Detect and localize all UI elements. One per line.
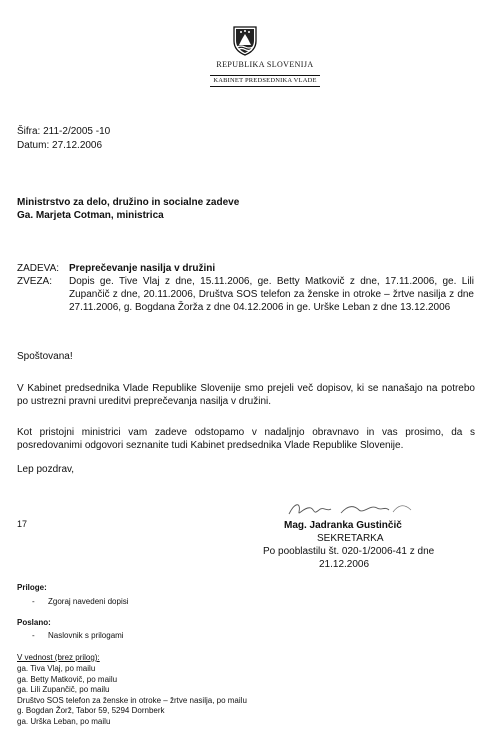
list-item: Društvo SOS telefon za ženske in otroke – žrtve nasilja, po mailu <box>17 695 247 705</box>
handwritten-signature-icon <box>285 498 445 520</box>
reference-label: ZVEZA: <box>17 276 53 287</box>
list-dash: - <box>32 597 35 606</box>
list-item: g. Bogdan Žorž, Tabor 59, 5294 Dornberk <box>17 706 165 715</box>
document-number: 17 <box>17 519 28 529</box>
coat-of-arms-icon <box>232 26 258 56</box>
reference-text: Dopis ge. Tive Vlaj z dne, 15.11.2006, ge. Betty Matkovič z dne, 17.11.2006, ge. Lili Zupančič z dne, 20.11.2006, Društva SOS telefon za ženske in otroke – žrtve nasilja z dne 27.11.2006, g. Bogdana Žorža z dne 04.12.2006 in ge. Urške Leban z dne 13.12.2006 <box>69 276 474 313</box>
body-paragraph-2: Kot pristojni ministrici vam zadeve odstopamo v nadaljnjo obravnavo in vas prosimo, da s posredovanimi odgovori seznanite tudi Kabinet predsednika Vlade Republike Slovenije. <box>17 427 475 451</box>
list-item: ga. Betty Matkovič, po mailu <box>17 674 118 684</box>
reference-number: Šifra: 211-2/2005 -10 <box>17 126 111 137</box>
attachments-label: Priloge: <box>17 583 47 592</box>
document-date: Datum: 27.12.2006 <box>17 140 103 151</box>
attachments-item-text: Zgoraj navedeni dopisi <box>48 597 129 606</box>
authorization-text: Po pooblastilu št. 020-1/2006-41 z dne <box>263 546 435 557</box>
sent-to-item <box>32 631 124 641</box>
list-item: ga. Tiva Vlaj, po mailu <box>17 664 96 673</box>
subject-label: ZADEVA: <box>17 263 60 274</box>
list-item: ga. Lili Zupančič, po mailu <box>17 685 110 694</box>
sent-to-item-text: Naslovnik s prilogami <box>48 631 124 640</box>
letterhead-subtitle: KABINET PREDSEDNIKA VLADE <box>213 77 317 84</box>
cc-list <box>17 664 247 727</box>
letterhead-divider <box>210 86 320 87</box>
subject-text: Preprečevanje nasilja v družini <box>69 263 216 274</box>
recipient-organization: Ministrstvo za delo, družino in socialne zadeve <box>17 197 240 208</box>
sent-to-label: Poslano: <box>17 618 51 627</box>
letterhead-title: REPUBLIKA SLOVENIJA <box>216 60 314 69</box>
cc-label: V vednost (brez prilog): <box>17 653 100 662</box>
attachments-item <box>32 597 129 607</box>
body-paragraph-1: V Kabinet predsednika Vlade Republike Slovenije smo prejeli več dopisov, ki se nanašajo na potrebo po ustrezni pravni ureditvi preprečevanja nasilja v družini. <box>17 383 475 407</box>
signatory-name: Mag. Jadranka Gustinčič <box>284 520 402 531</box>
greeting: Spoštovana! <box>17 351 73 362</box>
list-dash: - <box>32 631 35 640</box>
recipient-person: Ga. Marjeta Cotman, ministrica <box>17 210 164 221</box>
closing: Lep pozdrav, <box>17 464 75 475</box>
authorization-date: 21.12.2006 <box>319 559 370 570</box>
list-item: ga. Urška Leban, po mailu <box>17 716 111 726</box>
signatory-title: SEKRETARKA <box>317 533 384 544</box>
